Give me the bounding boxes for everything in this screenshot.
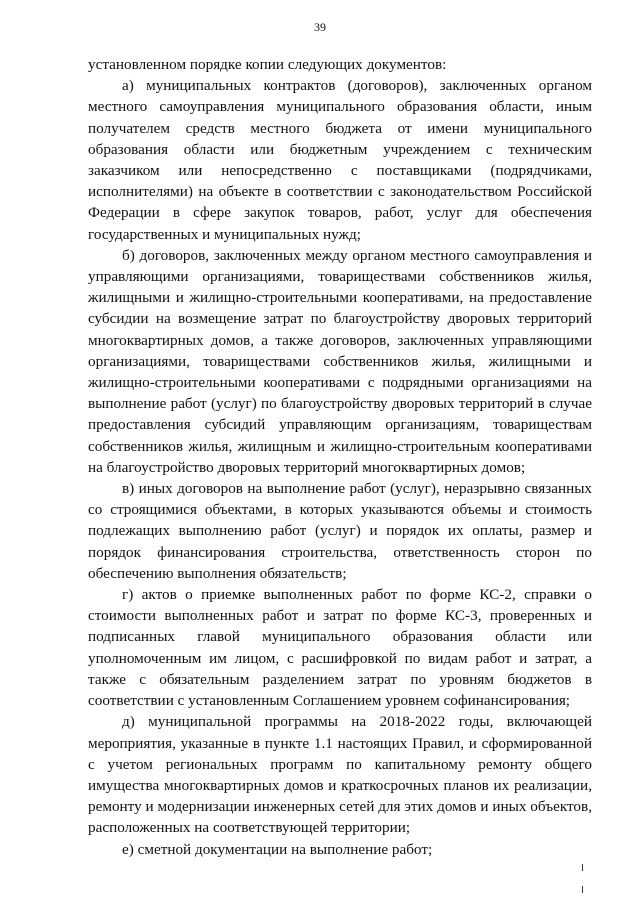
paragraph-b: б) договоров, заключенных между органом местного самоуправления и управляющими организациями, товариществами собственников жилья, жилищными и жилищно-строительными кооперативами, на предоставление субсидии на возмещение затрат по благоустройству дворовых территорий многоквартирных домов, а также договоров, заключенных управляющими организациями, товариществами собственников жилья, жилищными и жилищно-строительными кооперативами с подрядными организациями на выполнение работ (услуг) по благоустройству дворовых территорий в случае предоставления субсидий управляющим организациям, товариществам собственников жилья, жилищным и жилищно-строительным кооперативами на благоустройство дворовых территорий многоквартирных домов; [88, 246, 592, 476]
paragraph-continuation: установленном порядке копии следующих документов: [88, 56, 447, 73]
paragraph-g: г) актов о приемке выполненных работ по форме КС-2, справки о стоимости выполненных работ и затрат по форме КС-3, проверенных и подписанных главой муниципального образования области или уполномоченным им лицом, с расшифровкой по видам работ и затрат, а также с обязательным разделением затрат по уровням бюджетов в соответствии с установленным Соглашением уровнем софинансирования; [88, 586, 592, 710]
scan-mark [582, 864, 583, 871]
scan-mark [582, 886, 583, 893]
page-number: 39 [314, 20, 326, 34]
paragraph-e: е) сметной документации на выполнение работ; [122, 840, 433, 858]
paragraph-d: д) муниципальной программы на 2018-2022 годы, включающей мероприятия, указанные в пункте 1.1 настоящих Правил, и сформированной с учетом региональных программ по капитальному ремонту общего имущества многоквартирных домов и краткосрочных планов их реализации, ремонту и модернизации инженерных сетей для этих домов и иных объектов, расположенных на соответствующей территории; [88, 713, 592, 837]
paragraph-v: в) иных договоров на выполнение работ (услуг), неразрывно связанных со строящимися объектами, в которых указываются объемы и стоимость подлежащих выполнению работ (услуг) и порядок их оплаты, размер и порядок финансирования строительства, ответственность сторон по обеспечению выполнения обязательств; [88, 480, 592, 582]
paragraph-a: а) муниципальных контрактов (договоров), заключенных органом местного самоуправления муниципального образования области, иным получателем средств местного бюджета от имени муниципального образования области или бюджетным учреждением с техническим заказчиком или непосредственно с поставщиками (подрядчиками, исполнителями) на объекте в соответствии с законодательством Российской Федерации в сфере закупок товаров, работ, услуг для обеспечения государственных и муниципальных нужд; [88, 77, 592, 243]
document-body [88, 54, 592, 860]
